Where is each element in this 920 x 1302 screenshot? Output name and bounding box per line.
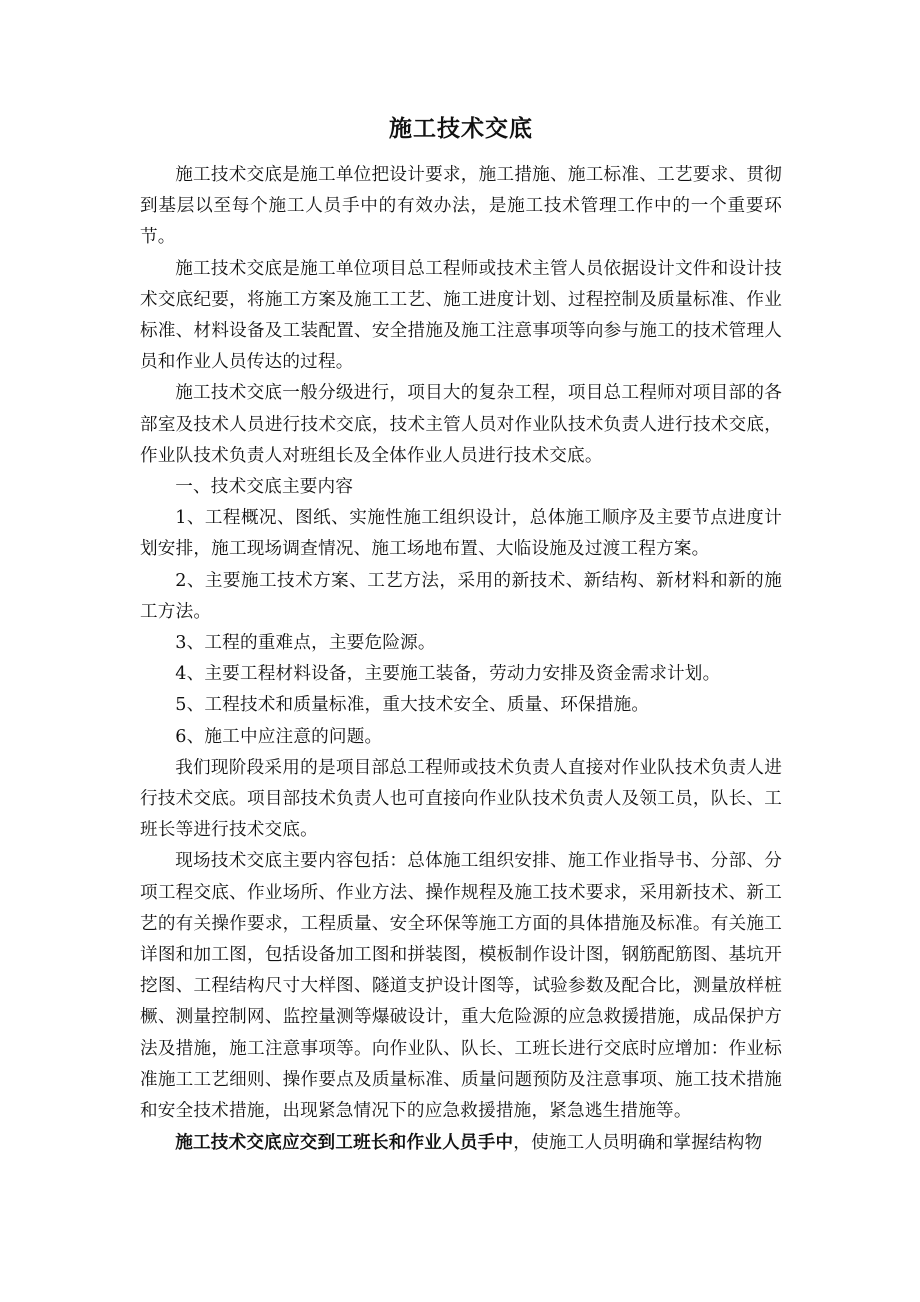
paragraph-levels: 施工技术交底一般分级进行，项目大的复杂工程，项目总工程师对项目部的各部室及技术人员进行技术交底，技术主管人员对作业队技术负责人进行技术交底，作业队技术负责人对班组长及全体作业人员进行技术交底。 [140, 383, 782, 466]
list-item-5: 5、工程技术和质量标准，重大技术安全、质量、环保措施。 [175, 695, 650, 716]
section-heading-main-content: 一、技术交底主要内容 [175, 477, 354, 498]
paragraph-intro: 施工技术交底是施工单位把设计要求，施工措施、施工标准、工艺要求、贯彻到基层以至每个施工人员手中的有效办法，是施工技术管理工作中的一个重要环节。 [140, 165, 782, 248]
paragraph-closing [140, 1127, 782, 1159]
closing-rest: ，使施工人员明确和掌握结构物 [513, 1133, 763, 1154]
list-item-3: 3、工程的重难点，主要危险源。 [175, 633, 436, 654]
paragraph-definition: 施工技术交底是施工单位项目总工程师或技术主管人员依据设计文件和设计技术交底纪要，将施工方案及施工工艺、施工进度计划、过程控制及质量标准、作业标准、材料设备及工装配置、安全措施及施工注意事项等向参与施工的技术管理人员和作业人员传达的过程。 [140, 258, 782, 373]
list-item-6: 6、施工中应注意的问题。 [175, 726, 383, 747]
paragraph-current-practice: 我们现阶段采用的是项目部总工程师或技术负责人直接对作业队技术负责人进行技术交底。项目部技术负责人也可直接向作业队技术负责人及领工员，队长、工班长等进行技术交底。 [140, 757, 782, 841]
closing-bold-lead: 施工技术交底应交到工班长和作业人员手中 [175, 1132, 514, 1154]
document-title: 施工技术交底 [389, 115, 533, 142]
list-item-1: 1、工程概况、图纸、实施性施工组织设计，总体施工顺序及主要节点进度计划安排，施工现场调查情况、施工场地布置、大临设施及过渡工程方案。 [140, 508, 782, 560]
list-item-2: 2、主要施工技术方案、工艺方法，采用的新技术、新结构、新材料和新的施工方法。 [140, 570, 782, 622]
document-body [140, 108, 782, 1160]
paragraph-site-content: 现场技术交底主要内容包括：总体施工组织安排、施工作业指导书、分部、分项工程交底、作业场所、作业方法、操作规程及施工技术要求，采用新技术、新工艺的有关操作要求，工程质量、安全环保等施工方面的具体措施及标准。有关施工详图和加工图，包括设备加工图和拼装图，模板制作设计图，钢筋配筋图、基坑开挖图、工程结构尺寸大样图、隧道支护设计图等，试验参数及配合比，测量放样桩橛、测量控制网、监控量测等爆破设计，重大危险源的应急救援措施，成品保护方法及措施，施工注意事项等。向作业队、队长、工班长进行交底时应增加：作业标准施工工艺细则、操作要点及质量标准、质量问题预防及注意事项、施工技术措施和安全技术措施，出现紧急情况下的应急救援措施，紧急逃生措施等。 [140, 851, 782, 1122]
list-item-4: 4、主要工程材料设备，主要施工装备，劳动力安排及资金需求计划。 [175, 664, 721, 685]
